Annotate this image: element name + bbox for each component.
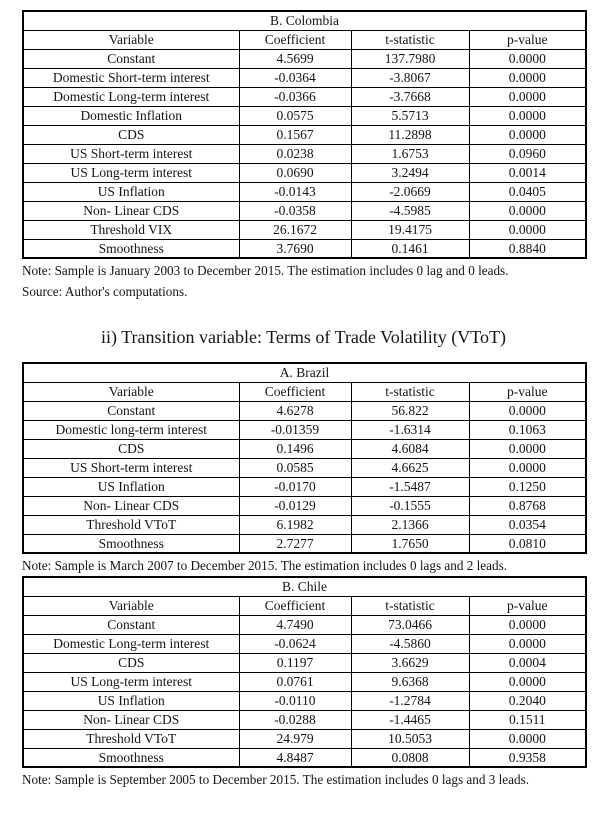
variable-cell: Constant	[23, 49, 239, 68]
table-row	[23, 87, 586, 106]
value-cell: 0.0000	[469, 49, 586, 68]
table-header-row	[23, 596, 586, 615]
value-cell: 0.0808	[351, 748, 469, 767]
value-cell: 0.0000	[469, 106, 586, 125]
column-header: t-statistic	[351, 382, 469, 401]
variable-cell: Threshold VIX	[23, 220, 239, 239]
table-row	[23, 420, 586, 439]
variable-cell: Constant	[23, 615, 239, 634]
column-header: Variable	[23, 30, 239, 49]
variable-cell: Domestic Long-term interest	[23, 634, 239, 653]
value-cell: -1.2784	[351, 691, 469, 710]
value-cell: 0.1511	[469, 710, 586, 729]
value-cell: -0.0129	[239, 496, 351, 515]
column-header: p-value	[469, 30, 586, 49]
table-row	[23, 439, 586, 458]
column-header: p-value	[469, 382, 586, 401]
value-cell: 0.0000	[469, 634, 586, 653]
brazil-table-note: Note: Sample is March 2007 to December 2015. The estimation includes 0 lags and 2 leads.	[22, 558, 508, 573]
value-cell: 1.7650	[351, 534, 469, 553]
value-cell: -0.0110	[239, 691, 351, 710]
value-cell: 19.4175	[351, 220, 469, 239]
variable-cell: Smoothness	[23, 534, 239, 553]
value-cell: 0.0000	[469, 615, 586, 634]
colombia-table-source: Source: Author's computations.	[22, 284, 188, 299]
value-cell: 0.0405	[469, 182, 586, 201]
value-cell: 0.0000	[469, 201, 586, 220]
variable-cell: Threshold VToT	[23, 729, 239, 748]
variable-cell: Domestic Inflation	[23, 106, 239, 125]
value-cell: -0.0364	[239, 68, 351, 87]
value-cell: -0.0358	[239, 201, 351, 220]
table-title: A. Brazil	[23, 363, 586, 382]
value-cell: 0.0000	[469, 672, 586, 691]
value-cell: 0.0004	[469, 653, 586, 672]
value-cell: 0.9358	[469, 748, 586, 767]
value-cell: 0.0000	[469, 87, 586, 106]
value-cell: 3.7690	[239, 239, 351, 258]
value-cell: 0.1197	[239, 653, 351, 672]
table-row	[23, 458, 586, 477]
colombia-table-section	[22, 10, 613, 301]
table-row	[23, 534, 586, 553]
table-row	[23, 125, 586, 144]
column-header: t-statistic	[351, 30, 469, 49]
value-cell: 26.1672	[239, 220, 351, 239]
variable-cell: Smoothness	[23, 748, 239, 767]
value-cell: 0.0810	[469, 534, 586, 553]
table-row	[23, 144, 586, 163]
value-cell: 0.0585	[239, 458, 351, 477]
value-cell: 4.6625	[351, 458, 469, 477]
variable-cell: Domestic long-term interest	[23, 420, 239, 439]
column-header: Coefficient	[239, 30, 351, 49]
value-cell: 0.0000	[469, 68, 586, 87]
table-row	[23, 515, 586, 534]
table-title: B. Colombia	[23, 11, 586, 30]
section-heading: ii) Transition variable: Terms of Trade Volatility (VToT)	[101, 327, 506, 347]
brazil-table-section	[22, 362, 613, 575]
variable-cell: US Long-term interest	[23, 672, 239, 691]
column-header: Coefficient	[239, 596, 351, 615]
value-cell: 0.8768	[469, 496, 586, 515]
table-row	[23, 496, 586, 515]
table-row	[23, 672, 586, 691]
variable-cell: Non- Linear CDS	[23, 201, 239, 220]
value-cell: -4.5860	[351, 634, 469, 653]
variable-cell: CDS	[23, 653, 239, 672]
variable-cell: Domestic Long-term interest	[23, 87, 239, 106]
variable-cell: US Short-term interest	[23, 458, 239, 477]
value-cell: -4.5985	[351, 201, 469, 220]
variable-cell: Smoothness	[23, 239, 239, 258]
value-cell: 0.2040	[469, 691, 586, 710]
chile-table-note: Note: Sample is September 2005 to December 2015. The estimation includes 0 lags and 3 leads.	[22, 772, 529, 787]
colombia-stat-table	[22, 10, 587, 259]
value-cell: 0.1063	[469, 420, 586, 439]
table-row	[23, 68, 586, 87]
value-cell: 0.8840	[469, 239, 586, 258]
value-cell: 4.7490	[239, 615, 351, 634]
variable-cell: US Long-term interest	[23, 163, 239, 182]
variable-cell: CDS	[23, 439, 239, 458]
column-header: Coefficient	[239, 382, 351, 401]
table-row	[23, 239, 586, 258]
table-row	[23, 49, 586, 68]
value-cell: 4.6084	[351, 439, 469, 458]
value-cell: 4.8487	[239, 748, 351, 767]
value-cell: 24.979	[239, 729, 351, 748]
table-row	[23, 401, 586, 420]
value-cell: 0.0690	[239, 163, 351, 182]
variable-cell: US Inflation	[23, 182, 239, 201]
value-cell: -1.5487	[351, 477, 469, 496]
value-cell: 0.0960	[469, 144, 586, 163]
value-cell: 0.0000	[469, 458, 586, 477]
variable-cell: Constant	[23, 401, 239, 420]
value-cell: 56.822	[351, 401, 469, 420]
value-cell: -0.0288	[239, 710, 351, 729]
table-row	[23, 477, 586, 496]
value-cell: 0.0761	[239, 672, 351, 691]
value-cell: 73.0466	[351, 615, 469, 634]
value-cell: -1.4465	[351, 710, 469, 729]
variable-cell: Threshold VToT	[23, 515, 239, 534]
value-cell: 3.6629	[351, 653, 469, 672]
value-cell: 2.7277	[239, 534, 351, 553]
variable-cell: Domestic Short-term interest	[23, 68, 239, 87]
brazil-stat-table	[22, 362, 587, 554]
value-cell: 11.2898	[351, 125, 469, 144]
variable-cell: US Short-term interest	[23, 144, 239, 163]
value-cell: -1.6314	[351, 420, 469, 439]
variable-cell: Non- Linear CDS	[23, 710, 239, 729]
value-cell: 0.0014	[469, 163, 586, 182]
table-row	[23, 182, 586, 201]
table-title: B. Chile	[23, 577, 586, 596]
table-row	[23, 163, 586, 182]
value-cell: 0.0575	[239, 106, 351, 125]
value-cell: -0.01359	[239, 420, 351, 439]
value-cell: 0.0354	[469, 515, 586, 534]
value-cell: 0.1461	[351, 239, 469, 258]
value-cell: 10.5053	[351, 729, 469, 748]
variable-cell: Non- Linear CDS	[23, 496, 239, 515]
variable-cell: US Inflation	[23, 477, 239, 496]
value-cell: 4.5699	[239, 49, 351, 68]
value-cell: -2.0669	[351, 182, 469, 201]
chile-stat-table	[22, 576, 587, 768]
table-header-row	[23, 382, 586, 401]
value-cell: 2.1366	[351, 515, 469, 534]
column-header: Variable	[23, 596, 239, 615]
value-cell: 0.0000	[469, 439, 586, 458]
table-row	[23, 710, 586, 729]
value-cell: -3.7668	[351, 87, 469, 106]
chile-table-section	[22, 576, 613, 789]
value-cell: 0.0000	[469, 729, 586, 748]
value-cell: 137.7980	[351, 49, 469, 68]
table-row	[23, 748, 586, 767]
table-row	[23, 691, 586, 710]
column-header: p-value	[469, 596, 586, 615]
table-row	[23, 653, 586, 672]
value-cell: 0.1567	[239, 125, 351, 144]
value-cell: -0.0366	[239, 87, 351, 106]
value-cell: 0.1250	[469, 477, 586, 496]
table-title-row	[23, 577, 586, 596]
value-cell: -0.1555	[351, 496, 469, 515]
value-cell: 5.5713	[351, 106, 469, 125]
value-cell: 0.1496	[239, 439, 351, 458]
value-cell: -0.0170	[239, 477, 351, 496]
value-cell: 6.1982	[239, 515, 351, 534]
table-title-row	[23, 363, 586, 382]
column-header: Variable	[23, 382, 239, 401]
value-cell: 0.0000	[469, 125, 586, 144]
colombia-table-note: Note: Sample is January 2003 to December 2015. The estimation includes 0 lag and 0 leads.	[22, 263, 509, 278]
value-cell: 0.0000	[469, 220, 586, 239]
value-cell: 0.0000	[469, 401, 586, 420]
value-cell: 1.6753	[351, 144, 469, 163]
table-row	[23, 729, 586, 748]
value-cell: 9.6368	[351, 672, 469, 691]
table-header-row	[23, 30, 586, 49]
column-header: t-statistic	[351, 596, 469, 615]
table-row	[23, 615, 586, 634]
value-cell: 0.0238	[239, 144, 351, 163]
table-title-row	[23, 11, 586, 30]
table-row	[23, 634, 586, 653]
variable-cell: CDS	[23, 125, 239, 144]
variable-cell: US Inflation	[23, 691, 239, 710]
value-cell: -3.8067	[351, 68, 469, 87]
table-row	[23, 220, 586, 239]
value-cell: 4.6278	[239, 401, 351, 420]
value-cell: -0.0143	[239, 182, 351, 201]
value-cell: 3.2494	[351, 163, 469, 182]
table-row	[23, 106, 586, 125]
value-cell: -0.0624	[239, 634, 351, 653]
table-row	[23, 201, 586, 220]
